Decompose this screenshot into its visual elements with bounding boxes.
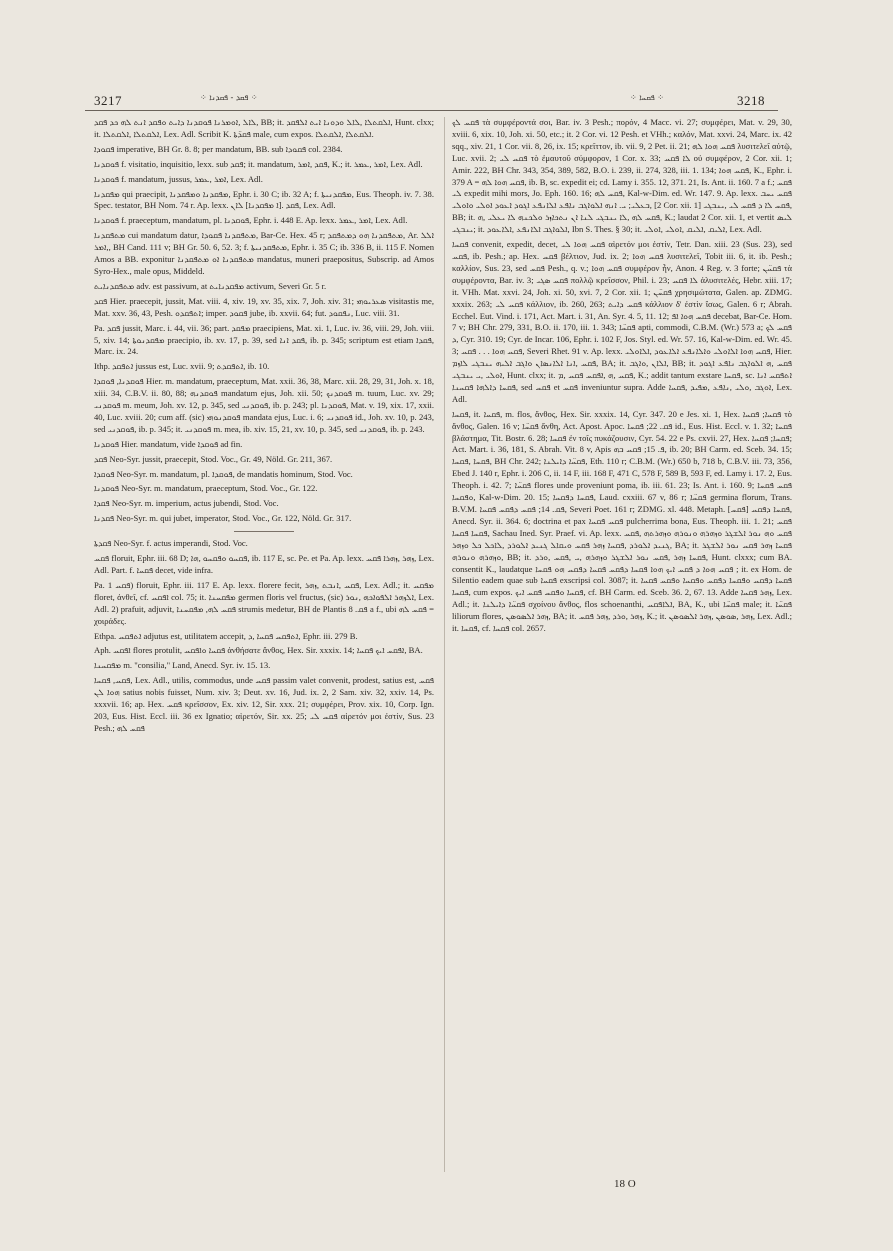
dictionary-entry: ܦܩܕܢܐ Neo-Syr. m. qui jubet, imperator, Stod. Voc., Gr. 122, Nöld. Gr. 317. <box>94 513 352 524</box>
column-divider <box>444 117 445 1172</box>
dictionary-entry: ܠܐܠ ,ܐܘܡܪܢܐ ܦܘܩܕܢܐ ܕܐܝܬ ܘܦܩܕ ܐܢܬ ܠܗ ܟܕ ܦܩܕ, BB; it. ܐܠܩܬܠܐ ,ܠܐܠ ܘܕܘܢܐ ܐܝܬ ܐܠܦܩܕ, Hunt. clxx; it. ܐܠܩܬܠܐ ,ܐܠܩܬܠܐ, Lex. Adl. Scribit K. ܦܩܕ̈ܬܐ male, cum expos. ܐܠܩܬܠܐ ,ܐܠܩܬܠܐ. <box>94 117 434 139</box>
dictionary-entry: ܦܩܕ Hier. praecepit, jussit, Mat. viii. 4, xiv. 19, xv. 35, xix. 7, Joh. xiv. 31; ܣܥܪܝܘܗܝ visitastis me, Mat. xxv. 36, 43, Pesh. ܐܬܦܩܕܘ; imper. ܦܩܘܕ jube, ib. xxvii. 64; fut. ܢܦܩܘܕ, Luc. viii. 31. <box>94 295 434 318</box>
running-header-left: ⁘ ܦܩܕ - ܦܩܕܢܐ ⁘ <box>200 93 258 102</box>
dictionary-entry: ܦܘܩܕܢܐ, ܦܘܩܕܐ Hier. m. mandatum, praeceptum, Mat. xxii. 36, 38, Marc. xii. 28, 29, 31, Joh. x. 18, xiii. 34, C.B.V. ii. 80, 88; ܦܘܩܕܢܗ mandatum ejus, Joh. xii. 50; ܦܘܩܕܢܟ m. tuum, Luc. xv. 29; ܦܘܩܕܢܝ m. meum, Joh. xv. 12, p. 345, sed ܦܘܩܕܢܝ, ib. p. 243; pl. ܦܘܩܕܢܐ, Mat. v. 19, xix. 17, xxii. 40, Luc. xviii. 20; cum aff. (sic) ܦܘܩܕܢܘܗܝ mandata ejus, Luc. i. 6; ܦܘܩܕܢܝ id., Joh. xv. 10, p. 243, sed ܦܘܩܕܢܝ, ib. p. 345; it. ܦܘܩܕܢܝ m. mea, ib. xiv. 15, 21, xv. 10, p. 345, sed ܦܘܩܕܢܝ, ib. p. 243. <box>94 376 435 434</box>
dictionary-entry: Aph. ܐܦܩܚ flores protulit, ܦܩܚܐ ܘܐܦܩܚ ἀνθήσατε ἄνθος, Hex. Sir. xxxix. 14; ܐܦܩܚ ܐܝܟ ܦܩܚܐ, BA. <box>94 645 423 656</box>
dictionary-entry: ܡܬܦܩܕܢܐܝܬ adv. est passivum, at ܡܦܩܕܢܐܝܬ activum, Severi Gr. 5 r. <box>94 280 327 291</box>
dictionary-entry: ܦܘܩܕܢܐ Hier. mandatum, vide ܦܘܩܕܐ ad fin. <box>94 438 243 449</box>
dictionary-entry: Ethpa. ܐܬܦܩܚ adjutus est, utilitatem accepit, ܐܬܦܩܚ ܦܩܚܐ ,ܕ, Ephr. iii. 279 B. <box>94 630 358 641</box>
header-rule <box>85 110 778 111</box>
dictionary-entry: Pa. ܦܩܚ 1) floruit, Ephr. iii. 117 E. Ap. lexx. florere fecit, ܦܩܚ ,ܐܢܒܬ ,ܙܗܪ, Lex. Adl.; it. ܡܦܩܚ floret, ἀνθεῖ, cf. ܐܦܩܚ col. 75; it. ܡܦܩܚܢܐ germen floris vel fructus, (sic) ܐܠܙܗܪ ܐܠܦܘܐܟܗ ,ܢܘܪ, Lex. Adl. 2) prafuit, adjuvit, ܦܩܚ ܠܗ, ܡܦܩܚܢܐ strumis medetur, BH de Plantis ܦܩ. 8 a f., ubi ܦܩܚ ܠܗ = χοιράδες. <box>94 579 434 626</box>
dictionary-entry: ܦܩܕܬܐ Neo-Syr. f. actus imperandi, Stod. Voc. <box>94 538 248 549</box>
signature-mark: 18 O <box>614 1178 636 1190</box>
dictionary-entry: ܦܩܘܕܐ imperative, BH Gr. 8. 8; per mandatum, BB. sub ܦܩܘܕܐ col. 2384. <box>94 143 343 154</box>
dictionary-entry: ܦܩܚܐ, it. ܦܩܚܐ, m. flos, ἄνθος, Hex. Sir. xxxix. 14, Cyr. 347. 20 e Jes. xi. 1, Hex. ܦܩܚܐ; ܦܩܚܐ τὸ ἄνθος, Galen. 16 v; ܦܩܚ̈ܐ ἄνθη, Act. Apost. Apoc. ܦܩ. 22; ܦܩܚܐ id., Eus. Hist. Eccl. v. 1. 32; ܦܩܚܐ βλάστημα, Tit. Bostr. 6. 28; ܦܩܚܐ ἐν τοῖς πυκάζουσιν, Cyr. 54. 22 e Ps. cxvii. 27, Hex. ܦܩܚܐ; ܦܩܚܐ; Act. Mart. i. 36, 181, S. Abrah. Vit. 8 v, Apis ܦ. 15; ܦܩܚ ܒܗ, ib. 20; BH Carm. ed. Sceb. 34. 15; ܦܩܚܐ ,ܦܩܚܐ, BH Chr. 242; ܦܩܚ̈ܐ ܕܐܝܠܢܐ, Eth. 110 r; C.B.M. (Wr.) 650 b, 718 b, C.B.V. iii. 73, 356, Ebed J. 140 r, Ephr. i. 206 C, ii. 14 F, iii. 168 F, 471 C, 578 F, 589 B, 593 F, ed. Lamy i. 17. 2, Eus. Theoph. i. 42. 7; ܦܩܚ̈ܐ flores unde proveniunt poma, ib. iii. 61. 23; Is. Ant. i. 160. 9; ܦܩܚ ܦܩܚܐ ܘܦܩܚܐ, Kal-w-Dim. 20. 15; ܦܩܚܐ ܕܦܩܚܐ, Laud. cxxiii. 67 v, 86 r; ܦܩܚ̈ܐ germina florum, Trans. B.V.M. ܦܩ. 14; ܦܩܚ ܕܦܩܚ ܦܩܚܐ, Severi Poet. 161 r; ZDMG. xl. 448. Metaph. [ܦܩܚ] ܦܩܚܐ ܕܦܩܚ, Anecd. Syr. ii. 364. 6; doctrina et pax ܦܩܚ ܦܩܚܐ pulcherrima bona, Eus. Theoph. iii. 1. 21; ܦܩܚ ܦܩܚܐ ܦܩܚܐ, Sachau Ined. Syr. Praef. vi. Ap. lexx. ܦܩܚ ܘܗ ܢܘܪ ܐܠܫܓܪ ܘܙܗܪܗ ܘܢܘܪܗ ܘܙܗܪܬܗ ,ܦܩܚ ܓܢܝܕ ܐܠܘܪܕ ,ܦܩܚܐ ܙܗܪ ܦܩܚ ܘܝܩܐܠ ܓܢܝܕ ܐܠܘܪܕ ,ܠܐܟܠ ܟܠ ܘܙܗܪ, BA; it. ܦܩܚܐ ܙܗܪ ܦܩܚ ܢܘܪ ܐܠܫܓܪ ܘܙܗܪܗ ܘܢܘܪܗ, BB; it. ܦܩܚܐ ܙܗܪ ,ܦܩܚ ܢܘܪ ܐܠܫܓܪ ܘܙܗܪܗ ,ܝ ,ܦܩܚ ,ܘܪܕ, Hunt. clxxx; cum BA. consentit K., laudatque ܦܩܚ ܗܘܐ ܕ ܦܩܚ ܐܝܟ ܗܘܐ ܦܩܚܐ ܕܦܩܚ ܦܩܚܐ ܕܦܩܚ ܗܘ ܦܩܚܐ ; it. ex Hom. de Silentio eadem quae sub ܦܩܚܐ exscripsi col. 3087; it. ܦܩܚܐ ܕܦܩܚ ܘܦܩܚܐ ܕܦܩܚ ܘܦܩܚܐ ܘܦܩܚ ܦܩܚܐ ,ܦܩܚܐ cum expos. ܦܩܚܐ ܘܦܩܚ ܦܩܚ ܐܝܟ, cf. BH Carm. ed. Sceb. 36. 2, 67. 13. Adde ܙܗܪ ܦܩܚܐ, Lex. Adl.; it. ܦܩܚ̈ܐ ܕܐܝܠܢܐ σχοίνου ἄνθος, flos schoenanthi, ܐܠܐܦܩܚ, BA, K., ubi ܦܩܚ̈ܐ male; it. ܦܩܚ̈ܐ liliorum flores, ܙܗܪ ܐܠܣܘܣܢ, BA; it. ܙܗܪ ,ܘܪܕ ,ܙܗܪ ܦܩܚ, K.; it. ܙܗܪ ,ܣܘܣܢ ,ܙܗܪ ܐܠܣܘܣܢ, Lex. Adl.; it. ܦܩܚܐ, cf. ܦܩܚܐ col. 2657. <box>452 408 793 634</box>
page-number-left: 3217 <box>94 93 122 108</box>
dictionary-entry: ܦܘܩܕܢܐ f. praeceptum, mandatum, pl. ܦܘܩܕܢܐ, Ephr. i. 448 E. Ap. lexx. ܐܡܪ ,ܥܡܪ, Lex. Adl. <box>94 215 408 226</box>
column-right <box>452 117 792 638</box>
dictionary-entry: ܦܩܚܐ convenit, expedit, decet, ܦܩܚ ܗܘܐ ܠܝ αἱρετόν μοι ἐστίν, Tetr. Dan. xiii. 23 (Sus. 23), sed ܦܩܚ, ib. Pesh.; ap. Hex. ܦܩܚ βέλτιον, Jud. ix. 2; ܦܩܚ ܗܘܐ λυσιτελεῖ, Tobit iii. 6, it. ib. Pesh.; καλλίον, Sus. 23, sed ܦܩܚ Pesh., q. v.; ܦܩܚ ܗܘܐ συμφέρον ἦν, Anon. 4 Reg. v. 3 forte; ܦܩܚ̈ܢ τὰ συμφέροντα, Bar. iv. 3; ܦܩܚ ܣܓܝ πολλῷ κρεῖσσον, Phil. i. 23; ܠܐ ܦܩܚ ἀλυσιτελές, Hebr. xiii. 17; it. VHh. Mat. xxvi. 24, Joh. xi. 50, xvi. 7, 2 Cor. xii. 1; ܦܩܚ̈ܢ χρησιμώτατα, Galen. ap. ZDMG. xxxix. 263; ܦܩܚ ܠܝ κάλλιον, ib. 260, 263; ܦܩܚ ܕܐܝܬ κάλλιον δ' ἐστὶν ἴσως, Galen. 6 r; Abrah. Ecchel. Eut. Vind. i. 171, Act. Mart. i. 31, An. Syr. 4. 5, 11. 12; ܦܩܚ ܗܘܐ ܐܦ decebat, Bar-Ce. Hom. 7 v; BH Chr. 279, 331, B.O. ii. 170, iii. 1. 343; ܦܩܚ̈ܐ apti, commodi, C.B.M. (Wr.) 573 a; ܦܩܚ ܠܟ ܕ, Cyr. 310. 19; Cyr. de Incar. 106, Ephr. i. 102 F, Jos. Styl. ed. Wr. 57. 16, Kal-w-Dim. ed. Wr. 45. 3; ܦܩܚ ܗܘܐ . . . ܦܩܚ, Severi Rhet. 91 v. Ap. lexx. ܦܩܚ ܗܘܐ ܐܠܐܘܠܝ ܘܐܠܐܢܦܥ ܐܠܐܥܘܕ ,ܐܠܐܘܠܝ, Hier. ܦܩܚ ,ܐܢܐ ܐܠܐܢܣܐܢ ܘܐܓܒ ܐܠܝܗ ܝܢܒܓܝ ܠܐܙܡ, BA; it. ܐܠܐܢ ,ܘܐܓܒ, BB; it. ܦܩܚ ,ܗ ܐܠܘܐܓܒ ܢܐܦܥ ܐܓܘܕ ܐܘܠܝ ,ܝ ܝܢܒܓܝ, Hunt. clxx; it. ܦܩܚ ,ܗ ,ܐܦܩܚ ܦܩܚ ,ܡ, K.; addit tantum exstare ܦܩܚܐ, sc. ܐܬܦܩܚ ܐܢܐ ܦܩܚܐ ܕܐܠܗܐ ܦܩܚܢܐ, sed ܦܩܚ et ܦܩܚ inveniuntur supra. Adde ܐܘܓܒ ,ܘܠܝ ,ܢܐܦܥ ,ܡܦܝܕ ,ܦܩܚܐ, Lex. Adl. <box>452 239 793 404</box>
dictionary-entry: ܡܦܩܕܢܐ qui praecipit, ܡܦܩܕܢܐ ܘܡܦܩܕܢܐ, Ephr. i. 30 C; ib. 32 A; f. ܡܦܩܕܢܝܬܐ, Eus. Theoph. iv. 7. 38. Spec. testator, BH Nom. 74 r. Ap. lexx. ܦܩܕ .[ܐ ܡܦܩܕܢܐ] ܠܐܢ, Lex. Adl. <box>94 188 435 211</box>
dictionary-entry: ܦܩܕ Neo-Syr. jussit, praecepit, Stod. Voc., Gr. 49, Nöld. Gr. 211, 367. <box>94 453 333 464</box>
dictionary-entry: ܡܬܦܩܕܢܐ cui mandatum datur, ܡܬܦܩܕܢܐ ܦܩܘܕܐ, Bar-Ce. Hex. 45 r; ܡܬܦܩܕܢܐ ܗܘ ܕܡܬܦܩܕ, Ar. ܐܠܠ ,ܐܡܪ, BH Cand. 111 v; BH Gr. 50. 6, 52. 3; f. ܡܬܦܩܕܢܝܬܐ, Ephr. i. 35 C; ib. 336 B, ii. 115 F. Nomen Amos a BB. exponitur ܡܬܦܩܕܢܐ ܐܘ ܡܬܦܩܕܢܐ mandatus, muneri praepositus, Subscrip. ad Amos Syro-Hex., male opus, Middeld. <box>94 230 434 276</box>
dictionary-entry: ܦܩܚ floruit, Ephr. iii. 68 D; ܦܩܚܘ ܘܦܩܚܘ ,ܗܐ, ib. 117 E, sc. Pe. et Pa. Ap. lexx. ܙܗܪ ,ܙܗܪܐ ܦܩܚ, Lex. Adl. Part. f. ܦܩܚܐ decet, vide infra. <box>94 553 434 575</box>
dictionary-entry: ܦܩܚ, ܦܩܚܐ, Lex. Adl., utilis, commodus, unde ܦܩܚ passim valet convenit, prodest, satius est, ܦܩܚ ܗܘܐ ܠܢ satius nobis fuisset, Num. xiv. 3; Deut. xv. 16, Jud. ix. 2, 2 Sam. xiv. 32, xxiv. 14, Ps. xxxvii. 16; ap. Hex. ܦܩܚ κρεῖσσον, Ex. xiv. 12, Sir. xxx. 21; συμφέρει, Prov. xix. 10, Corp. Ign. 203, Eus. Hist. Eccl. iii. 36 ex Ignatio; αἱρετόν, Sir. xx. 25; ܦܩܚ ܠܝ αἱρετόν μοι ἐστίν, Sus. 23 Pesh.; ܦܩܚ ܠܗ <box>94 675 434 733</box>
dictionary-entry: ܦܘܩܕܢܐ Neo-Syr. m. mandatum, praeceptum, Stod. Voc., Gr. 122. <box>94 483 318 494</box>
dictionary-entry: ܦܩܚ ܠܟ τὰ συμφέροντά σοι, Bar. iv. 3 Pesh.; πορόν, 4 Macc. vi. 27; συμφέρει, Mat. v. 29, 30, xviii. 6, xix. 10, Joh. xi. 50, etc.; it. 2 Cor. vi. 12 Pesh. et VHh.; καλόν, Mat. xxvi. 24, Marc. ix. 42 sqq., xiv. 21, 1 Cor. vii. 8, 26, ix. 15; κρεῖττον, ib. vii. 9, 2 Pet. ii. 21; ܦܩܚ ܗܘܐ ܠܗ λυσιτελεῖ αὐτῷ, Luc. xvii. 2; ܦܩܚ ܠܝ τὸ ἐμαυτοῦ σύμφορον, 1 Cor. x. 33; ܠܐ ܦܩܚ οὐ συμφέρον, 2 Cor. xii. 1; Amir. 222, BH Chr. 343, 354, 389, 582, B.O. i. 239, ii. 274, 328, iii. 1. 134; ܦܩܚ ܗܘܐ, K., Ephr. i. 379 A = ܦܩܚ ܗܘܐ ܠܗ, ib. B, sc. expedit ei; cd. Lamy i. 355. 12, 371. 21, Is. Ant. ii. 160. 7 a f.; ܦܩܚ ܠܝ expedit mihi mors, Jo. Eph. 160. 16; ܦܩܚ ܠܗ, Kal-w-Dim. ed. Wr. 147. 9. Ap. lexx. ܦܩܚ ܝܚܒ ,ܒܥܠܝ; ܝ. ܐܢܗ ܐܠܘܐܓܒ ܢܐܦܥ ܐܠܐܢܦܥ ܐܓܘܕ ܐܥܘܕ ܐܘܠܝ ܘܐܘܠܝ [2 Cor. xii. 1] ܦܩܚ ܠܐ ܕ ܦܩܚ ܠܝ ,ܝܢܒܓܝ, BB; it. ܦܩܚ ܠܗ ,ܠܐ ܝܢܒܓܝ ܠܢܐ ܐܢ ܢܬܟܐܙܪ ܘܠܟܢܗ ܠܐ ܝܥܠܝ ,ܗ, K.; laudat 2 Cor. xii. 1, et vertit ܠܝܣ ܝܢܒܓܝ; it. ܐܠܘܐܓܒ ܐܠܐܢܦܥ ,ܐܠܐܥܘܕ, Ibn S. Thes. § 30; it. ܐܠܝܩ ,ܐܠܝܩ ,ܐܘܠܝ ,ܐܘܠܝ, Lex. Adl. <box>452 117 792 235</box>
dictionary-entry: ܦܘܩܕܐ Neo-Syr. m. mandatum, pl. ܦܘܩܕܐ, de mandatis hominum, Stod. Voc. <box>94 468 353 479</box>
dictionary-entry: Ithp. ܐܬܦܩܕ jussus est, Luc. xvii. 9; ܐܬܦܩܕܬ, ib. 10. <box>94 361 270 372</box>
page-number-right: 3218 <box>737 93 765 108</box>
dictionary-entry: ܦܩܕܐ Neo-Syr. m. imperium, actus jubendi, Stod. Voc. <box>94 498 279 509</box>
dictionary-entry: Pa. ܦܩܕ jussit, Marc. i. 44, vii. 36; part. ܡܦܩܕ praecipiens, Mat. xi. 1, Luc. iv. 36, viii. 29, Joh. viii. 5, xiv. 14; ܡܦܩܕܢܘܬܐ praecipio, ib. xv. 17, p. 39, sed ܦܩܕ ܐܢܐ, ib. p. 345; scriptum est etiam ܦܩܕܐ, Marc. ix. 24. <box>94 322 434 357</box>
dictionary-entry: ܡܦܩܚܢܐ m. "consilia," Land, Anecd. Syr. iv. 15. 13. <box>94 660 271 671</box>
section-rule <box>234 531 294 532</box>
running-header-right: ⁘ ܦܩܚܐ ⁘ <box>630 93 664 102</box>
dictionary-entry: ܦܘܩܕܢܐ f. mandatum, jussus, ܐܡܪ ,ܥܡܪ, Lex. Adl. <box>94 173 263 184</box>
column-left <box>94 117 434 738</box>
dictionary-entry: ܦܘܩܕܢܐ f. visitatio, inquisitio, lexx. sub ܦܩܕ; it. mandatum, ܦܩܕ ,ܐܡܪ, K.; it. ܐܡܪ ,ܥܡܪ, Lex. Adl. <box>94 158 423 169</box>
